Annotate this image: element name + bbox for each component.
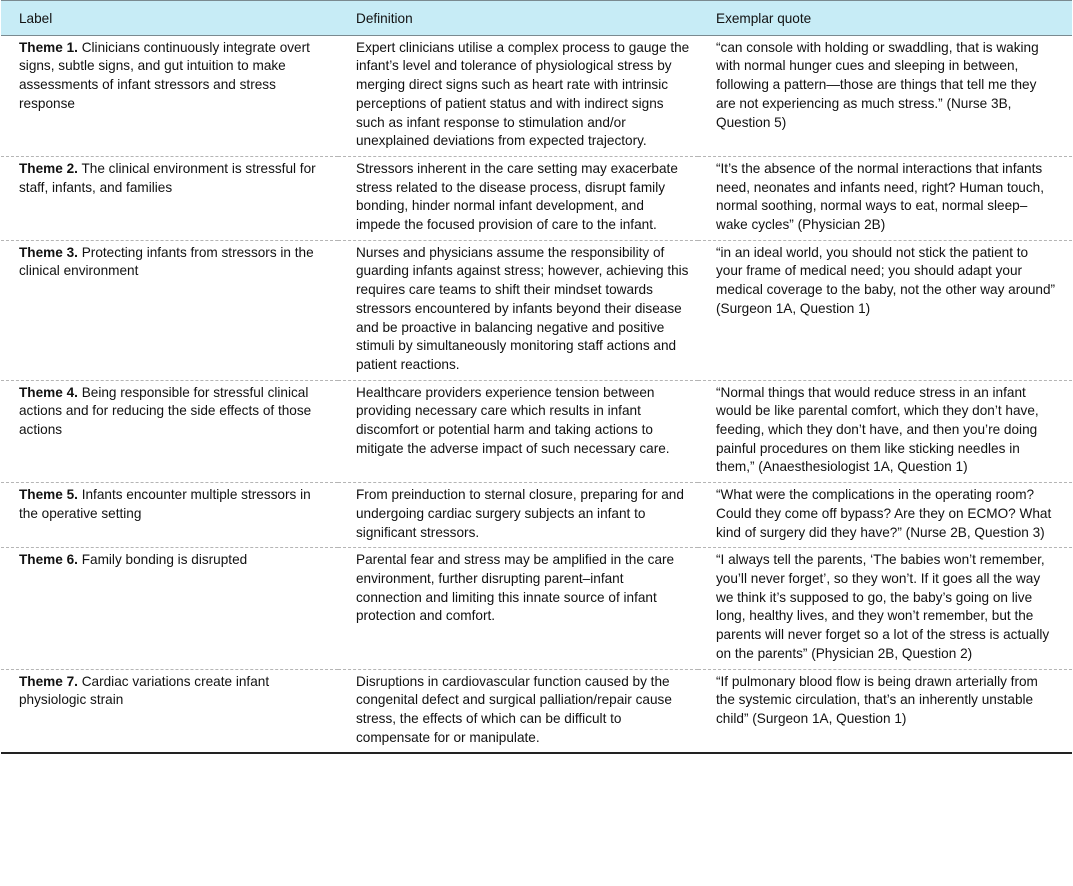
row-label	[1, 380, 338, 483]
row-label	[1, 483, 338, 548]
row-definition: Expert clinicians utilise a complex process to gauge the infant’s level and tolerance of physiological stress by merging direct signs such as heart rate with intrinsic perceptions of patient status and with indirect signs such as infant response to stimulation and/or unexplained deviations from expected trajectory.	[356, 39, 690, 149]
header-definition: Definition	[356, 11, 413, 26]
row-label	[1, 669, 338, 753]
table-body	[1, 35, 1072, 753]
table-row	[1, 156, 1072, 240]
header-quote: Exemplar quote	[716, 11, 812, 26]
row-label	[1, 240, 338, 380]
row-definition: From preinduction to sternal closure, preparing for and undergoing cardiac surgery subjects an infant to significant stressors.	[356, 487, 684, 540]
row-label	[1, 548, 338, 669]
row-label	[1, 156, 338, 240]
theme-number: Theme 4.	[19, 384, 78, 400]
row-definition: Parental fear and stress may be amplified in the care environment, further disrupting parent–infant connection and limiting this innate source of infant protection and comfort.	[356, 552, 675, 624]
table-row	[1, 483, 1072, 548]
theme-label-text: Being responsible for stressful clinical actions and for reducing the side effects of those actions	[19, 384, 312, 438]
theme-number: Theme 6.	[19, 552, 78, 568]
header-row	[1, 1, 1072, 36]
header-label: Label	[19, 11, 53, 26]
row-quote: “in an ideal world, you should not stick the patient to your frame of medical need; you should adapt your medical coverage to the baby, not the other way around” (Surgeon 1A, Question 1)	[716, 244, 1056, 316]
table-row	[1, 548, 1072, 669]
theme-label-text: Cardiac variations create infant physiologic strain	[19, 673, 270, 708]
table-row	[1, 35, 1072, 156]
theme-number: Theme 2.	[19, 160, 78, 176]
row-quote: “What were the complications in the operating room? Could they come off bypass? Are they on ECMO? What kind of surgery did they have?” (Nurse 2B, Question 3)	[716, 487, 1052, 540]
themes-table	[1, 0, 1072, 754]
theme-number: Theme 3.	[19, 244, 78, 260]
theme-label-text: Clinicians continuously integrate overt signs, subtle signs, and gut intuition to make assessments of infant stressors and stress response	[19, 39, 310, 111]
theme-label-text: Family bonding is disrupted	[81, 552, 248, 568]
theme-label-text: The clinical environment is stressful for staff, infants, and families	[19, 160, 316, 195]
table-row	[1, 669, 1072, 753]
row-quote: “It’s the absence of the normal interactions that infants need, neonates and infants need, right? Human touch, normal soothing, normal ways to eat, normal sleep–wake cycles” (Physician 2B)	[716, 160, 1044, 233]
row-quote: “Normal things that would reduce stress in an infant would be like parental comfort, which they don’t have, feeding, which they don’t have, and then you’re doing painful procedures on them like sticking needles in them,” (Anaesthesiologist 1A, Question 1)	[716, 384, 1039, 475]
theme-number: Theme 5.	[19, 487, 78, 503]
row-definition: Nurses and physicians assume the responsibility of guarding infants against stress; however, achieving this requires care teams to shift their mindset towards stressors encountered by infants beyond their disease and be proactive in balancing negative and positive stimuli by simultaneously monitoring staff actions and patient reactions.	[356, 244, 689, 372]
theme-number: Theme 7.	[19, 673, 78, 689]
row-definition: Disruptions in cardiovascular function caused by the congenital defect and surgical palliation/repair cause stress, the effects of which can be difficult to compensate for or manipulate.	[356, 673, 672, 745]
theme-label-text: Protecting infants from stressors in the clinical environment	[19, 244, 314, 279]
theme-label-text: Infants encounter multiple stressors in the operative setting	[19, 487, 311, 521]
row-quote: “If pulmonary blood flow is being drawn arterially from the systemic circulation, that’s an inherently unstable child” (Surgeon 1A, Question 1)	[716, 673, 1038, 726]
row-label	[1, 35, 338, 156]
table-row	[1, 240, 1072, 380]
row-quote: “I always tell the parents, ‘The babies won’t remember, you’ll never forget’, so they won’t. If it goes all the way we think it’s supposed to go, the baby’s going on live long, healthy lives, and they won’t remember, but the parents will never forget so a lot of the stress is actually on the parents” (Physician 2B, Question 2)	[716, 552, 1050, 661]
table-row	[1, 380, 1072, 483]
row-definition: Healthcare providers experience tension between providing necessary care which results in infant discomfort or potential harm and taking actions to mitigate the adverse impact of such necessary care.	[356, 384, 670, 456]
row-quote: “can console with holding or swaddling, that is waking with normal hunger cues and sleeping in between, following a pattern—those are things that tell me they are not experiencing as much stress.” (Nurse 3B, Question 5)	[716, 39, 1039, 130]
theme-number: Theme 1.	[19, 39, 78, 55]
table-header	[1, 1, 1072, 36]
row-definition: Stressors inherent in the care setting may exacerbate stress related to the disease process, disrupt family bonding, hinder normal infant development, and impede the focused provision of care to the infant.	[356, 160, 678, 233]
